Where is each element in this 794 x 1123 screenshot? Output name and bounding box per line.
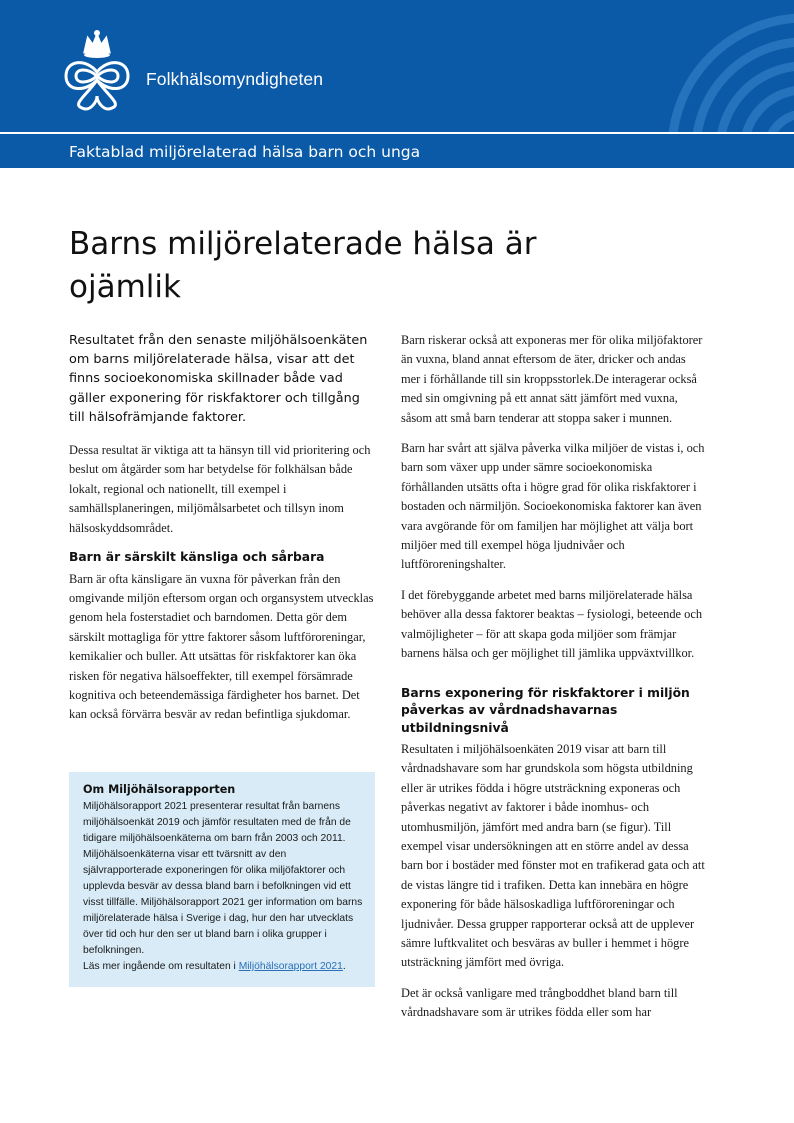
paragraph-prevention: I det förebyggande arbetet med barns miljörelaterade hälsa behöver alla dessa faktorer beaktas – fysiologi, beteende och valmöjligheter – för att skapa goda miljöer som främjar barnens hälsa och ger möjlighet till jämlika uppväxtvillkor.: [401, 587, 703, 661]
paragraph-exposure: Barn riskerar också att exponeras mer för olika miljöfaktorer än vuxna, bland annat eftersom de äter, dricker och andas mer i förhållande till sin kroppsstorlek.De interagerar också med sin omgivning på ett annat sätt jämfört med vuxna, såsom att små barn tenderar att stoppa saker i munnen.: [401, 333, 703, 425]
paragraph-socioeconomic: Barn har svårt att själva påverka vilka miljöer de vistas i, och barn som växer upp under sämre socioekonomiska förhållanden utsätts ofta i högre grad för olika riskfaktorer i bostaden och närmiljön. Socioekonomiska faktorer kan även vara avgörande för om familjen har möjlighet att välja bort miljöer med till exempel höga ljudnivåer och luftföroreningshalter.: [401, 441, 705, 572]
info-box: [69, 772, 375, 987]
left-column: [69, 331, 375, 736]
crown-knot-logo-icon: [58, 26, 136, 112]
section-paragraph-sensitive: Barn är ofta känsligare än vuxna för påverkan från den omgivande miljön eftersom organ och organsystem utvecklas genom hela fosterstadiet och barndomen. Detta gör dem särskilt mottagliga för yttre faktorer såsom luftföroreningar, kemikalier och buller. Att utsättas för riskfaktorer kan öka risken för negativa hälsoeffekter, till exempel försämrade kognitiva och beteendemässiga färdigheter hos barnet. Det kan också förvärra besvär av redan befintliga sjukdomar.: [69, 571, 374, 722]
info-box-read-more-end: .: [342, 961, 346, 972]
paragraph-crowding: Det är också vanligare med trångboddhet bland barn till vårdnadshavare som är utrikes födda eller som har: [401, 985, 678, 1020]
info-box-text: [83, 799, 363, 975]
intro-paragraph: Dessa resultat är viktiga att ta hänsyn till vid prioritering och beslut om åtgärder som har betydelse för folkhälsan både lokalt, regional och nationellt, till exempel i samhällsplaneringen, miljömålsarbetet och tillsyn inom hälsoskyddsområdet.: [69, 443, 371, 535]
banner-text: Faktablad miljörelaterad hälsa barn och unga: [69, 143, 421, 161]
decorative-arcs: [614, 0, 794, 132]
section-heading-sensitive: Barn är särskilt känsliga och sårbara: [69, 550, 325, 565]
organization-name: Folkhälsomyndigheten: [146, 69, 324, 89]
paragraph-results: Resultaten i miljöhälsoenkäten 2019 visar att barn till vårdnadshavare som har grundskola som högsta utbildning eller är utrikes födda i högre utsträckning exponeras och påverkas negativt av faktorer i både inomhus- och utomhusmiljön, jämfört med andra barn (se figur). Till exempel visar undersökningen att en större andel av dessa barn bor i bostäder med fönster mot en trafikerad gata och att de vistas längre tid i trafiken. Detta kan innebära en högre exponering för både hälsoskadliga luftföroreningar och ljudnivåer. Dessa grupper rapporterar också att de upplever sämre luftkvalitet och besväras av buller i hemmet i högre utsträckning jämfört med övriga.: [401, 742, 705, 970]
info-box-body: Miljöhälsorapport 2021 presenterar resultat från barnens miljöhälsoenkät 2019 och jämför resultaten med de från de tidigare miljöhälsoenkäterna om barn från 2003 och 2011. Miljöhälsoenkäterna visar ett tvärsnitt av den självrapporterade exponeringen för olika miljöfaktorer och upplevda besvär av dessa bland barn i befolkningen vid ett visst tillfälle. Miljöhälsorapport 2021 ger information om barns miljörelaterade hälsa i Sverige i dag, hur den har utvecklats över tid och hur den ser ut bland barn i olika grupper i befolkningen.: [83, 801, 363, 956]
right-column: [401, 331, 707, 1034]
report-link[interactable]: Miljöhälsorapport 2021: [238, 961, 343, 972]
info-box-read-more: Läs mer ingående om resultaten i: [83, 961, 239, 972]
page-header: [0, 0, 794, 132]
lead-paragraph: Resultatet från den senaste miljöhälsoenkäten om barns miljörelaterade hälsa, visar att det finns socioekonomiska skillnader både vad gäller exponering för riskfaktorer och tillgång till hälsofrämjande faktorer.: [69, 333, 368, 425]
page-title: Barns miljörelaterade hälsa är ojämlik: [69, 226, 537, 305]
section-heading-education: Barns exponering för riskfaktorer i miljön påverkas av vårdnadshavarnas utbildningsnivå: [401, 685, 690, 735]
info-box-title: Om Miljöhälsorapporten: [83, 783, 236, 796]
